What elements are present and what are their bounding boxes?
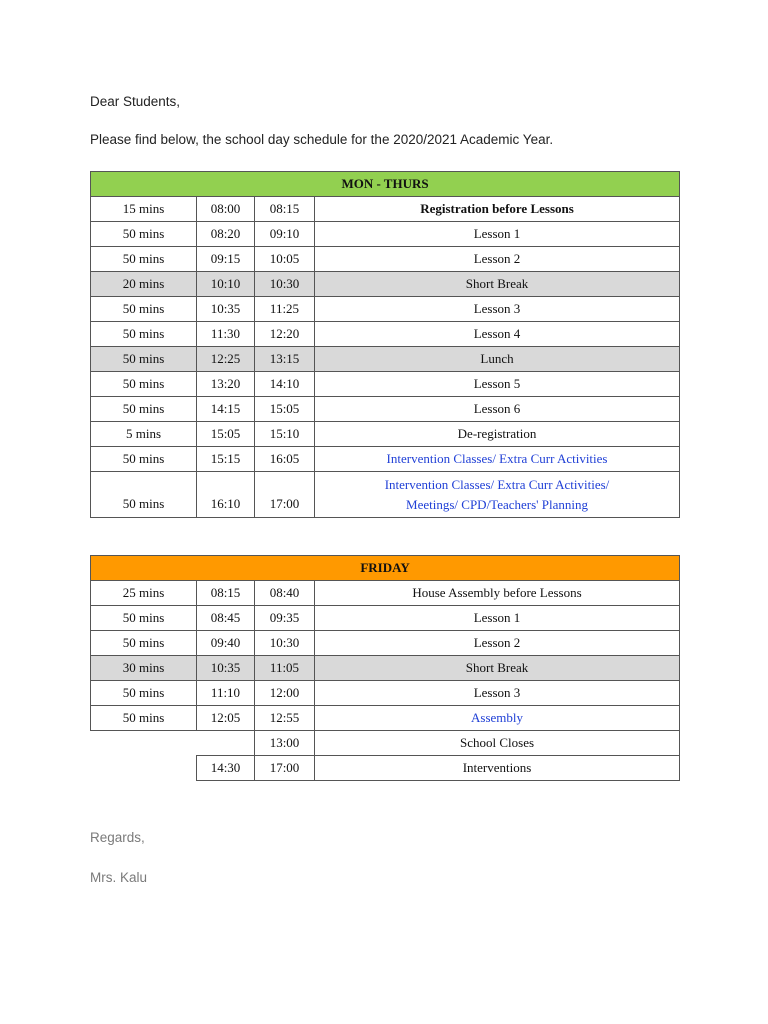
end-time-cell: 12:20: [255, 322, 315, 347]
duration-cell: 50 mins: [91, 222, 197, 247]
table-row: [91, 606, 680, 631]
start-time-cell: 16:10: [197, 472, 255, 518]
start-time-cell: 14:30: [197, 756, 255, 781]
start-time-cell: 09:15: [197, 247, 255, 272]
end-time-cell: 11:05: [255, 656, 315, 681]
activity-cell: House Assembly before Lessons: [315, 581, 680, 606]
table-row-break: [91, 272, 680, 297]
duration-cell: 50 mins: [91, 347, 197, 372]
mon-thurs-header-row: [91, 172, 680, 197]
table-row: [91, 322, 680, 347]
start-time-cell: 13:20: [197, 372, 255, 397]
duration-cell: 30 mins: [91, 656, 197, 681]
end-time-cell: 13:00: [255, 731, 315, 756]
duration-cell: 15 mins: [91, 197, 197, 222]
table-row: [91, 631, 680, 656]
regards-text: Regards,: [90, 830, 145, 845]
table-row: [91, 681, 680, 706]
duration-cell: 20 mins: [91, 272, 197, 297]
activity-cell: Lunch: [315, 347, 680, 372]
activity-cell: Lesson 3: [315, 681, 680, 706]
start-time-cell: 10:10: [197, 272, 255, 297]
table-row: [91, 297, 680, 322]
start-time-cell: 10:35: [197, 297, 255, 322]
end-time-cell: 14:10: [255, 372, 315, 397]
activity-cell: Lesson 2: [315, 631, 680, 656]
table-row-break: [91, 656, 680, 681]
end-time-cell: 10:30: [255, 272, 315, 297]
duration-cell: 50 mins: [91, 606, 197, 631]
start-time-cell: 15:15: [197, 447, 255, 472]
greeting: Dear Students,: [90, 94, 181, 109]
duration-cell: 50 mins: [91, 681, 197, 706]
end-time-cell: 09:10: [255, 222, 315, 247]
end-time-cell: 12:55: [255, 706, 315, 731]
end-time-cell: 10:30: [255, 631, 315, 656]
start-time-cell: 08:45: [197, 606, 255, 631]
table-row: [91, 706, 680, 731]
table-row: [91, 197, 680, 222]
empty-cell: [91, 756, 197, 781]
friday-schedule-table: [90, 555, 680, 781]
table-row: [91, 222, 680, 247]
end-time-cell: 12:00: [255, 681, 315, 706]
activity-cell: Lesson 1: [315, 222, 680, 247]
duration-cell: 50 mins: [91, 297, 197, 322]
start-time-cell: 10:35: [197, 656, 255, 681]
table-row: [91, 422, 680, 447]
end-time-cell: 10:05: [255, 247, 315, 272]
start-time-cell: 09:40: [197, 631, 255, 656]
end-time-cell: 15:10: [255, 422, 315, 447]
start-time-cell: 15:05: [197, 422, 255, 447]
activity-line-1: Intervention Classes/ Extra Curr Activities/: [384, 476, 610, 492]
duration-cell: 50 mins: [91, 397, 197, 422]
table-row: [91, 447, 680, 472]
end-time-cell: 13:15: [255, 347, 315, 372]
table-row-break: [91, 347, 680, 372]
start-time-cell: 08:00: [197, 197, 255, 222]
start-time-cell: 08:15: [197, 581, 255, 606]
activity-cell: Lesson 5: [315, 372, 680, 397]
intro-text: Please find below, the school day schedule for the 2020/2021 Academic Year.: [90, 132, 554, 147]
activity-cell: Registration before Lessons: [315, 197, 680, 222]
duration-cell: 50 mins: [91, 372, 197, 397]
table-row: [91, 397, 680, 422]
activity-cell: Lesson 4: [315, 322, 680, 347]
activity-cell: Lesson 6: [315, 397, 680, 422]
end-time-cell: 08:40: [255, 581, 315, 606]
empty-cell: [91, 731, 255, 756]
start-time-cell: 08:20: [197, 222, 255, 247]
table-row: [91, 247, 680, 272]
signature-text: Mrs. Kalu: [90, 870, 148, 885]
start-time-cell: 12:05: [197, 706, 255, 731]
activity-cell: [315, 472, 680, 518]
end-time-cell: 09:35: [255, 606, 315, 631]
end-time-cell: 17:00: [255, 472, 315, 518]
duration-cell: 50 mins: [91, 631, 197, 656]
start-time-cell: 11:30: [197, 322, 255, 347]
start-time-cell: 14:15: [197, 397, 255, 422]
mon-thurs-schedule-table: [90, 171, 680, 518]
activity-cell: Intervention Classes/ Extra Curr Activities: [315, 447, 680, 472]
table-row: [91, 756, 680, 781]
table-row: [91, 731, 680, 756]
activity-cell: Short Break: [315, 272, 680, 297]
activity-cell: Assembly: [315, 706, 680, 731]
table-row: [91, 581, 680, 606]
mon-thurs-title: MON - THURS: [91, 172, 680, 197]
activity-cell: Short Break: [315, 656, 680, 681]
friday-title: FRIDAY: [91, 556, 680, 581]
table-row: [91, 372, 680, 397]
duration-cell: 50 mins: [91, 247, 197, 272]
end-time-cell: 15:05: [255, 397, 315, 422]
activity-cell: Lesson 3: [315, 297, 680, 322]
activity-cell: Interventions: [315, 756, 680, 781]
duration-cell: 50 mins: [91, 322, 197, 347]
friday-header-row: [91, 556, 680, 581]
end-time-cell: 08:15: [255, 197, 315, 222]
start-time-cell: 12:25: [197, 347, 255, 372]
start-time-cell: 11:10: [197, 681, 255, 706]
activity-cell: De-registration: [315, 422, 680, 447]
end-time-cell: 16:05: [255, 447, 315, 472]
activity-line-2: Meetings/ CPD/Teachers' Planning: [406, 496, 588, 512]
table-row: [91, 472, 680, 518]
activity-cell: Lesson 2: [315, 247, 680, 272]
activity-cell: Lesson 1: [315, 606, 680, 631]
duration-cell: 50 mins: [91, 447, 197, 472]
duration-cell: 25 mins: [91, 581, 197, 606]
activity-cell: School Closes: [315, 731, 680, 756]
duration-cell: 50 mins: [91, 706, 197, 731]
duration-cell: 5 mins: [91, 422, 197, 447]
duration-cell: 50 mins: [91, 472, 197, 518]
end-time-cell: 11:25: [255, 297, 315, 322]
end-time-cell: 17:00: [255, 756, 315, 781]
